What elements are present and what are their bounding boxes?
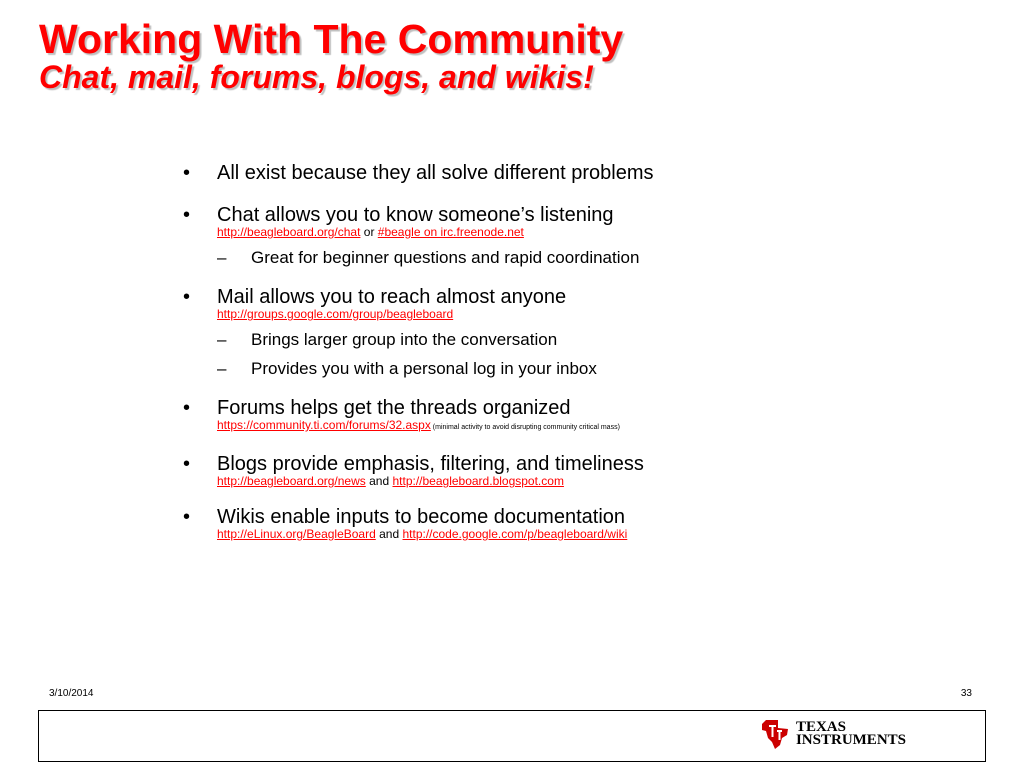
bullet-item: [183, 160, 983, 186]
bullet-text: Wikis enable inputs to become documentation: [217, 506, 626, 528]
link-line: [217, 307, 983, 321]
mailing-list-link[interactable]: http://groups.google.com/group/beagleboard: [217, 307, 454, 321]
bullet-marker: •: [183, 286, 191, 308]
bullet-item: [183, 395, 983, 435]
bullet-item: [183, 284, 983, 379]
sub-bullet-marker: –: [217, 248, 227, 267]
ti-logo: [760, 718, 906, 750]
sub-bullet-text: Great for beginner questions and rapid coordination: [251, 248, 640, 267]
link-joiner: and: [375, 527, 403, 541]
bullet-marker: •: [183, 204, 191, 226]
sub-bullet-item: [217, 329, 983, 350]
bullet-marker: •: [183, 506, 191, 528]
footer-date: 3/10/2014: [49, 688, 94, 699]
elinux-wiki-link[interactable]: http://eLinux.org/BeagleBoard: [217, 527, 376, 541]
forums-link[interactable]: https://community.ti.com/forums/32.aspx: [217, 418, 431, 432]
bullet-marker: •: [183, 162, 191, 184]
ti-map-icon: [760, 718, 790, 750]
bullet-item: [183, 202, 983, 268]
link-joiner: or: [360, 225, 378, 239]
bullet-item: [183, 504, 983, 541]
bullet-text: Blogs provide emphasis, filtering, and timeliness: [217, 453, 644, 475]
bullet-text: Forums helps get the threads organized: [217, 397, 571, 419]
sub-bullet-text: Brings larger group into the conversation: [251, 330, 558, 349]
sub-bullet-marker: –: [217, 330, 227, 349]
news-link[interactable]: http://beagleboard.org/news: [217, 474, 366, 488]
ti-wordmark: [796, 721, 906, 747]
sub-bullet-item: [217, 247, 983, 268]
ti-wordmark-line1: TEXAS: [795, 719, 846, 735]
blogspot-link[interactable]: http://beagleboard.blogspot.com: [392, 474, 564, 488]
slide-subtitle: Chat, mail, forums, blogs, and wikis!: [39, 59, 594, 95]
bullet-marker: •: [183, 453, 191, 475]
slide-title: Working With The Community: [39, 16, 624, 62]
link-line: [217, 527, 983, 541]
page-number: 33: [960, 688, 972, 699]
sub-bullet-item: [217, 358, 983, 379]
forums-note: (minimal activity to avoid disrupting community critical mass): [430, 424, 620, 431]
link-joiner: and: [365, 474, 393, 488]
chat-link[interactable]: http://beagleboard.org/chat: [217, 225, 361, 239]
bullet-text: Mail allows you to reach almost anyone: [217, 286, 567, 308]
irc-link[interactable]: #beagle on irc.freenode.net: [377, 225, 524, 239]
ti-wordmark-line2: INSTRUMENTS: [795, 732, 906, 748]
bullet-item: [183, 451, 983, 488]
link-line: [217, 418, 983, 435]
bullet-marker: •: [183, 397, 191, 419]
bullet-text: Chat allows you to know someone’s listening: [217, 204, 614, 226]
title-block: [39, 18, 623, 94]
bullet-text: All exist because they all solve different problems: [217, 162, 654, 184]
sub-bullet-text: Provides you with a personal log in your inbox: [251, 359, 597, 378]
google-code-wiki-link[interactable]: http://code.google.com/p/beagleboard/wiki: [402, 527, 628, 541]
bullet-list: [183, 160, 983, 557]
sub-bullet-marker: –: [217, 359, 227, 378]
